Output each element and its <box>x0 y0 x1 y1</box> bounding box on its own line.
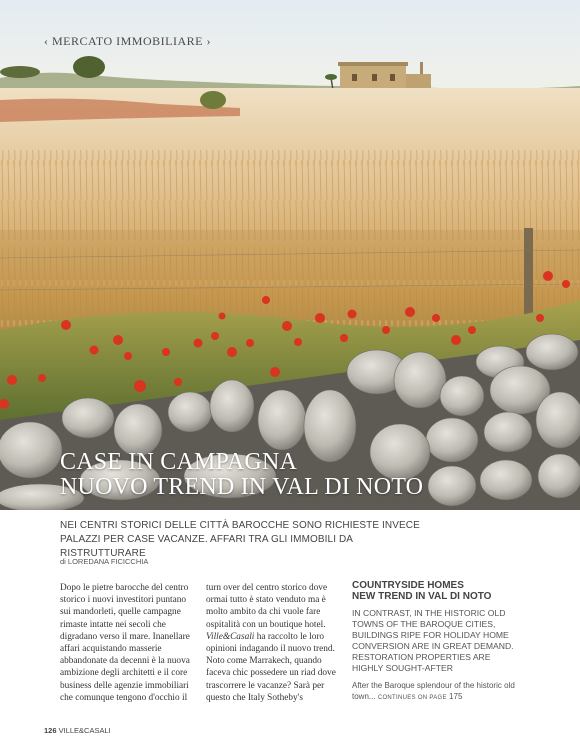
section-tag: ‹ MERCATO IMMOBILIARE › <box>44 34 211 48</box>
column-2-text <box>206 582 336 704</box>
continues-on-label: CONTINUES ON PAGE <box>377 695 447 701</box>
english-summary-sidebar <box>352 580 522 704</box>
column-2-part-2: ha raccolto le loro opinioni indagando il nuovo trend. <box>206 631 335 655</box>
column-2-part-3: Noto come Marrakech, quando faceva chic possedere un riad dove trascorrere le vacanze? Sarà per questo che Italy Sotheby's <box>206 656 336 703</box>
sidebar-foot-text: After the Baroque splendour of the historic old town... <box>352 681 515 701</box>
sidebar-title <box>352 580 522 602</box>
article-subhead: NEI CENTRI STORICI DELLE CITTÀ BAROCCHE SONO RICHIESTE INVECE PALAZZI PER CASE VACANZE. AFFARI TRA GLI IMMOBILI DA RISTRUTTURARE <box>60 520 420 559</box>
page-number: 126 <box>44 726 57 735</box>
article-headline <box>60 450 560 500</box>
column-2-part-1: turn over del centro storico dove ormai tutto è stato venduto ma è molto ambito da chi vuole fare ospitalità con un boutique hotel. <box>206 583 328 630</box>
sidebar-body: IN CONTRAST, IN THE HISTORIC OLD TOWNS OF THE BAROQUE CITIES, BUILDINGS RIPE FOR HOLIDAY HOME CONVERSION ARE IN GREAT DEMAND. RESTORATION PROPERTIES ARE HIGHLY SOUGHT-AFTER <box>352 608 514 673</box>
sidebar-foot <box>352 680 522 704</box>
headline-line-2: NUOVO TREND IN VAL DI NOTO <box>60 474 424 500</box>
brand-name: Ville&Casali <box>206 631 255 642</box>
byline: di LOREDANA FICICCHIA <box>60 557 149 566</box>
body-column-2 <box>206 582 336 704</box>
page-footer <box>44 726 111 735</box>
sidebar-title-line-2: NEW TREND IN VAL DI NOTO <box>352 591 492 602</box>
sidebar-title-line-1: COUNTRYSIDE HOMES <box>352 580 464 591</box>
continues-page-number[interactable]: 175 <box>449 692 463 701</box>
magazine-name: VILLE&CASALI <box>58 726 111 735</box>
column-1-text: Dopo le pietre barocche del centro storico i nuovi investitori puntano sui mandorleti, quelle campagne rimaste intatte nei secoli che digradano verso il mare. Inanellare affari acquistando masserie abbandonate da decenni è la nuova ambizione degli architetti e il core business delle agenzie immobiliari che comunque tengono d'occhio il <box>60 583 190 703</box>
headline-line-1: CASE IN CAMPAGNA <box>60 449 298 475</box>
body-column-1 <box>60 582 190 704</box>
